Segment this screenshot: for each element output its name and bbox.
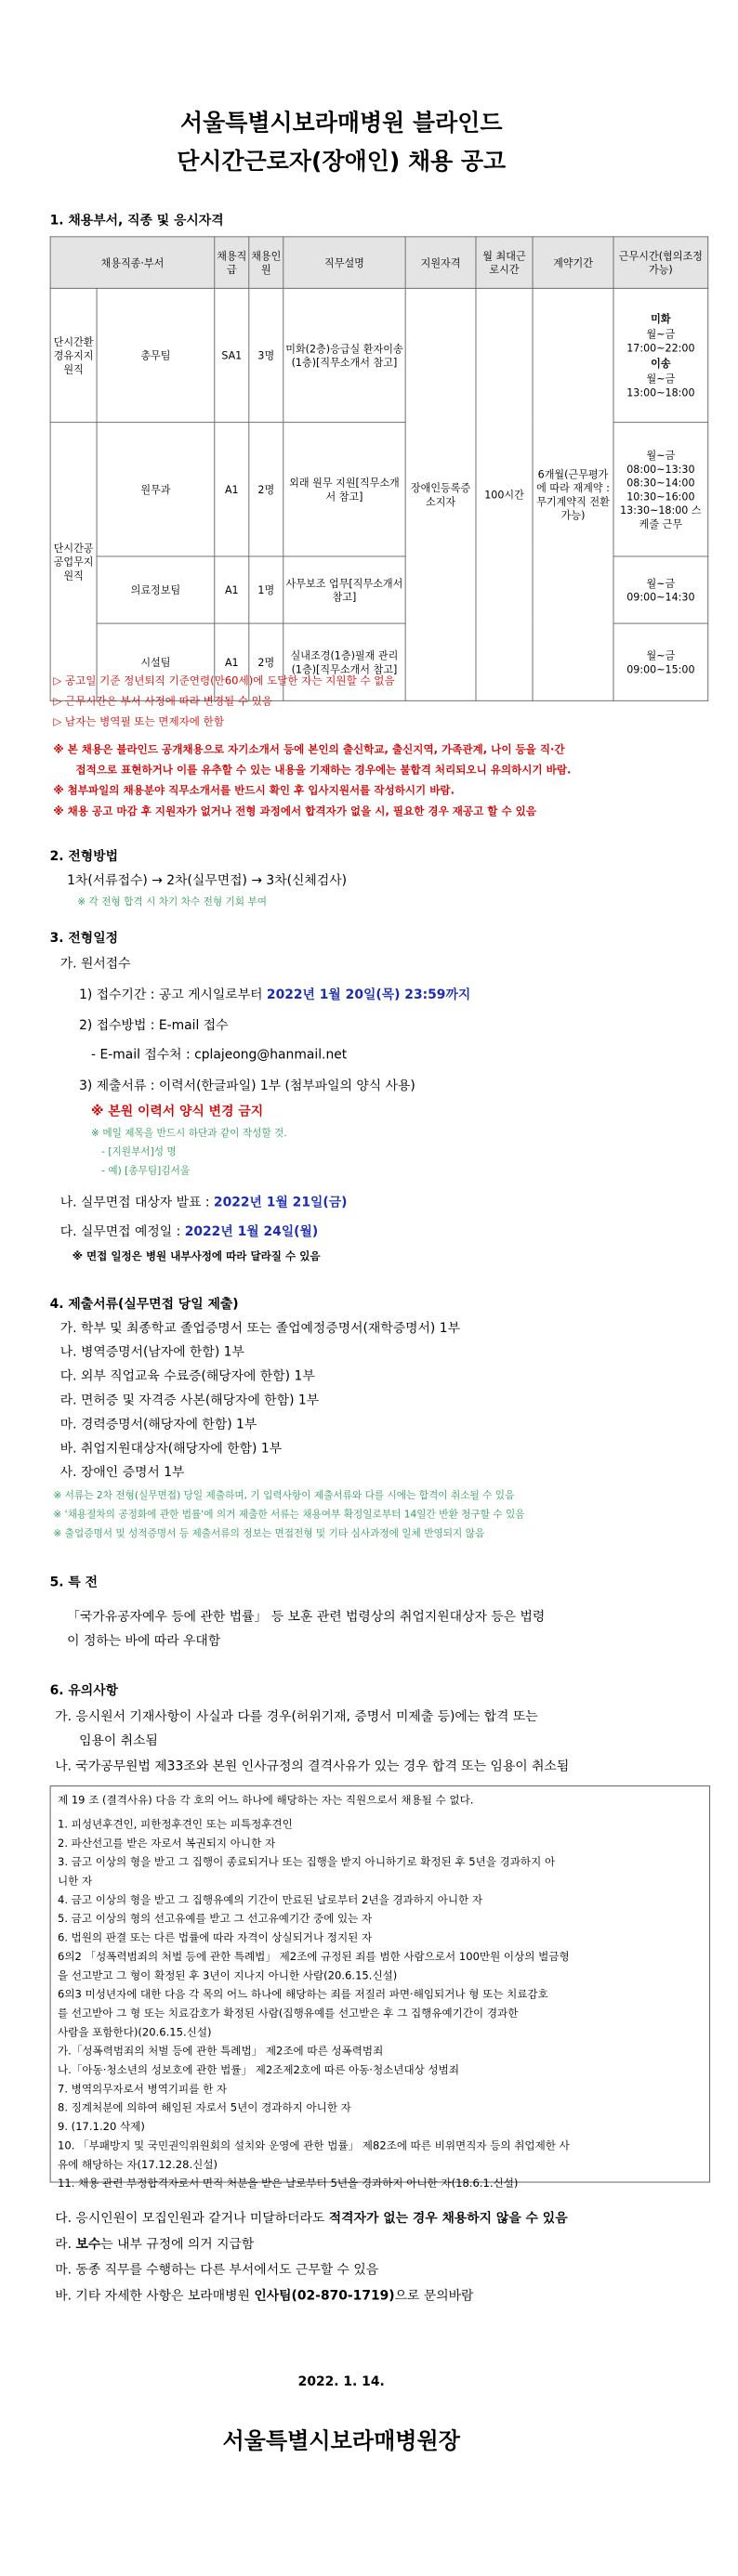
document-note: ※ 서류는 2차 전형(실무면접) 당일 제출하며, 기 입력사항이 제출서류와 다를 시에는 합격이 취소될 수 있음 [53, 1489, 515, 1501]
document-item: 마. 경력증명서(해당자에 한함) 1부 [59, 1416, 257, 1432]
caution-d-emphasis: 보수 [75, 2235, 101, 2252]
table-header: 월 최대근로시간 [476, 237, 533, 288]
law-item: 7. 병역의무자로서 병역기피를 한 자 [57, 2082, 228, 2096]
law-item: 6의3 미성년자에 대한 다음 각 목의 어느 하나에 해당하는 죄를 저질러 파면·해임되거나 형 또는 치료감호 [57, 1987, 548, 2001]
interview-date [60, 1222, 319, 1239]
interview-date-value: 2022년 1월 24일(월) [184, 1223, 319, 1239]
caution-c-text: 다. 응시인원이 모집인원과 같거나 미달하더라도 [55, 2210, 325, 2226]
grade-cell: A1 [215, 623, 249, 700]
document-item: 라. 면허증 및 자격증 사본(해당자에 한함) 1부 [59, 1392, 320, 1408]
grade-cell: SA1 [215, 288, 249, 422]
title-line-1: 서울특별시보라매병원 블라인드 [179, 110, 503, 137]
law-item: 나.「아동·청소년의 성보호에 관한 법률」 제2조제2호에 따른 아동·청소년대상 성범죄 [57, 2062, 459, 2076]
table-row [50, 288, 708, 422]
caution-c-emphasis: 적격자가 없는 경우 채용하지 않을 수 있음 [328, 2210, 568, 2226]
hours-cell [613, 288, 708, 422]
interview-date-label: 다. 실무면접 예정일 : [59, 1223, 181, 1239]
caution-e: 마. 동종 직무를 수행하는 다른 부서에서도 근무할 수 있음 [55, 2261, 379, 2278]
table-header: 직무설명 [283, 237, 405, 288]
mail-subject-format: - [지원부서]성 명 [101, 1145, 177, 1157]
hours-value: 월~금 17:00~22:00 [626, 327, 695, 354]
document-item: 사. 장애인 증명서 1부 [59, 1464, 185, 1480]
caution-f-text: 바. 기타 자세한 사항은 보라매병원 [55, 2287, 250, 2303]
contract-cell: 6개월(근무평가에 따라 재계약 : 무기계약직 전환 가능) [533, 288, 613, 700]
law-item: 10. 「부패방지 및 국민권익위원회의 설치와 운영에 관한 법률」 제82조에 따른 비위면직자 등의 취업제한 사 [57, 2138, 570, 2152]
duty-cell: 사무보조 업무[직무소개서 참고] [283, 556, 405, 623]
application-email[interactable]: - E-mail 접수처 : cplajeong@hanmail.net [91, 1046, 348, 1063]
law-item: 3. 금고 이상의 형을 받고 그 집행이 종료되거나 또는 집행을 받지 아니하기로 확정된 후 5년을 경과하지 아 [57, 1855, 556, 1868]
disqualification-box [50, 1785, 710, 2190]
interview-note: ※ 면접 일정은 병원 내부사정에 따라 달라질 수 있음 [72, 1249, 321, 1262]
hours-cell: 월~금 08:00~13:30 08:30~14:00 10:30~16:00 13:30~18:00 스케줄 근무 [613, 423, 708, 556]
law-item: 가.「성폭력범죄의 처벌 등에 관한 특례법」 제2조에 따른 성폭력범죄 [57, 2044, 384, 2058]
application-method: 2) 접수방법 : E-mail 접수 [79, 1017, 229, 1033]
section-2-title: 2. 전형방법 [49, 847, 119, 864]
document-item: 다. 외부 직업교육 수료증(해당자에 한함) 1부 [59, 1367, 315, 1384]
count-cell: 1명 [249, 556, 283, 623]
hours-cell: 월~금 09:00~14:30 [613, 556, 708, 623]
caution-f-post: 으로 문의바람 [394, 2287, 474, 2303]
section-4-title: 4. 제출서류(실무면접 당일 제출) [49, 1295, 239, 1312]
contact-info: 인사팀(02-870-1719) [254, 2287, 395, 2303]
selection-note: ※ 각 전형 합격 시 차기 차수 전형 기회 부여 [77, 895, 268, 908]
law-item: 유에 해당하는 자(17.12.28.신설) [57, 2157, 218, 2171]
caution-d-text: 는 내부 규정에 의거 지급함 [100, 2235, 255, 2252]
preference-line: 「국가유공자예우 등에 관한 법률」 등 보훈 관련 법령상의 취업지원대상자 등은 법령 [67, 1608, 546, 1625]
job-group-label: 단시간공공업무지원직 [50, 423, 97, 701]
note-bold-red: ※ 본 채용은 블라인드 공개채용으로 자기소개서 등에 본인의 출신학교, 출신지역, 가족관계, 나이 등을 직·간 [53, 742, 565, 756]
preference-line: 이 정하는 바에 따라 우대함 [67, 1632, 221, 1649]
dept-cell: 시설팀 [97, 623, 215, 700]
law-item: 5. 금고 이상의 형의 선고유예를 받고 그 선고유예기간 중에 있는 자 [57, 1912, 373, 1925]
law-item: 8. 징계처분에 의하여 해임된 자로서 5년이 경과하지 아니한 자 [57, 2100, 351, 2114]
law-item: 을 선고받고 그 형이 확정된 후 3년이 지나지 아니한 사람(20.6.15.신설) [57, 1968, 398, 1982]
table-header: 채용직급 [215, 237, 249, 288]
interview-announcement-label: 나. 실무면접 대상자 발표 : [59, 1194, 210, 1210]
caution-a-cont: 임용이 취소됨 [79, 1732, 158, 1748]
max-hours-cell: 100시간 [476, 288, 533, 700]
dept-cell: 총무팀 [97, 288, 215, 422]
dept-cell: 원무과 [97, 423, 215, 556]
hours-label: 이송 [651, 357, 671, 370]
section-3-title: 3. 전형일정 [49, 929, 119, 946]
law-item: 6. 법원의 판결 또는 다른 법률에 따라 자격이 상실되거나 정지된 자 [57, 1930, 373, 1944]
count-cell: 3명 [249, 288, 283, 422]
qualification-cell: 장애인등록증 소지자 [405, 288, 476, 700]
table-header: 채용직종·부서 [50, 237, 215, 288]
application-period-label: 1) 접수기간 : 공고 게시일로부터 [79, 986, 263, 1002]
required-documents: 3) 제출서류 : 이력서(한글파일) 1부 (첨부파일의 양식 사용) [79, 1077, 415, 1093]
grade-cell: A1 [215, 556, 249, 623]
application-period [79, 985, 470, 1002]
issuer-signature: 서울특별시보라매병원장 [222, 2428, 461, 2454]
recruitment-table [50, 236, 709, 700]
title-line-2: 단시간근로자(장애인) 채용 공고 [177, 149, 507, 176]
job-group-label: 단시간환경유지지원직 [50, 288, 97, 422]
interview-announcement [60, 1193, 348, 1210]
note-red: ▷ 근무시간은 부서 사정에 따라 변경될 수 있음 [53, 694, 273, 708]
law-item: 4. 금고 이상의 형을 받고 그 집행유예의 기간이 만료된 날로부터 2년을 경과하지 아니한 자 [57, 1892, 483, 1906]
law-item: 니한 자 [57, 1874, 93, 1888]
hours-cell: 월~금 09:00~15:00 [613, 623, 708, 700]
document-item: 바. 취업지원대상자(해당자에 한함) 1부 [59, 1440, 283, 1456]
caution-d [55, 2234, 254, 2252]
notice-date: 2022. 1. 14. [297, 2373, 385, 2389]
law-heading: 제 19 조 (결격사유) 다음 각 호의 어느 하나에 해당하는 자는 직원으로서 채용될 수 없다. [57, 1793, 474, 1807]
resume-warning: ※ 본원 이력서 양식 변경 금지 [91, 1103, 264, 1119]
table-header: 지원자격 [405, 237, 476, 288]
document-note: ※ '채용절차의 공정화에 관한 법률'에 의거 제출한 서류는 채용여부 확정일로부터 14일간 반환 청구할 수 있음 [53, 1508, 525, 1521]
duty-cell: 미화(2층)응급실 환자이송(1층)[직무소개서 참고] [283, 288, 405, 422]
document-item: 가. 학부 및 최종학교 졸업증명서 또는 졸업예정증명서(재학증명서) 1부 [59, 1319, 460, 1336]
law-item: 9. (17.1.20 삭제) [57, 2119, 145, 2133]
selection-steps: 1차(서류접수) → 2차(실무면접) → 3차(신체검사) [67, 871, 348, 888]
application-deadline: 2022년 1월 20일(목) 23:59까지 [266, 986, 471, 1002]
dept-cell: 의료정보팀 [97, 556, 215, 623]
note-red: ▷ 남자는 병역필 또는 면제자에 한함 [53, 714, 224, 728]
document-item: 나. 병역증명서(남자에 한함) 1부 [59, 1343, 244, 1360]
interview-announcement-date: 2022년 1월 21일(금) [213, 1194, 348, 1210]
table-header: 근무시간(협의조정가능) [613, 237, 708, 288]
note-red: ▷ 공고일 기준 정년퇴직 기준연령(만60세)에 도달한 자는 지원할 수 없음 [53, 673, 395, 687]
note-bold-red: ※ 채용 공고 마감 후 지원자가 없거나 전형 과정에서 합격자가 없을 시, 필요한 경우 재공고 할 수 있음 [53, 804, 537, 817]
table-header: 채용인원 [249, 237, 283, 288]
mail-subject-example: - 예) [총무팀]김서울 [101, 1164, 191, 1177]
caution-d-prefix: 라. [55, 2235, 72, 2252]
table-header: 계약기간 [533, 237, 613, 288]
law-item: 2. 파산선고를 받은 자로서 복권되지 아니한 자 [57, 1836, 276, 1850]
law-item: 6의2 「성폭력범죄의 처벌 등에 관한 특례법」 제2조에 규정된 죄를 범한 사람으로서 100만원 이상의 벌금형 [57, 1949, 570, 1963]
section-1-title: 1. 채용부서, 직종 및 응시자격 [49, 212, 224, 229]
law-item: 11. 채용 관련 부정합격자로서 면직 처분을 받은 날로부터 5년을 경과하지 아니한 자(18.6.1.신설) [57, 2177, 519, 2190]
caution-c [55, 2208, 567, 2226]
document-note: ※ 출업증명서 및 성적증명서 등 제출서류의 정보는 면접전형 및 기타 심사과정에 일체 반영되지 않음 [53, 1526, 485, 1539]
duty-cell: 실내조경(1층)필재 관리(1층)[직무소개서 참고] [283, 623, 405, 700]
count-cell: 2명 [249, 623, 283, 700]
law-item: 를 선고받아 그 형 또는 치료감호가 확정된 사람(집행유예를 선고받은 후 그 집행유예기간이 경과한 [57, 2006, 519, 2020]
caution-a: 가. 응시원서 기재사항이 사실과 다를 경우(허위기재, 증명서 미제출 등)에는 합격 또는 [55, 1707, 538, 1724]
section-6-title: 6. 유의사항 [49, 1682, 119, 1698]
caution-b: 나. 국가공무원법 제33조와 본원 인사규정의 결격사유가 있는 경우 합격 또는 임용이 취소됨 [55, 1758, 570, 1774]
law-item: 1. 피성년후견인, 피한정후견인 또는 피특정후견인 [57, 1817, 293, 1831]
note-bold-red: 접적으로 표현하거나 이를 유추할 수 있는 내용을 기재하는 경우에는 불합격 처리되오니 유의하시기 바람. [75, 763, 572, 777]
table-header-row [50, 237, 708, 288]
hours-label: 미화 [651, 312, 671, 325]
hours-value: 월~금 13:00~18:00 [626, 372, 695, 399]
mail-subject-note: ※ 메일 제목을 반드시 하단과 같이 작성할 것. [91, 1126, 287, 1139]
duty-cell: 외래 원무 지원[직무소개서 참고] [283, 423, 405, 556]
count-cell: 2명 [249, 423, 283, 556]
note-bold-red: ※ 첨부파일의 채용분야 직무소개서를 반드시 확인 후 입사지원서를 작성하시기 바람. [53, 783, 455, 797]
caution-f [55, 2286, 473, 2304]
section-5-title: 5. 특 전 [49, 1574, 99, 1590]
application-heading: 가. 원서접수 [59, 955, 131, 972]
grade-cell: A1 [215, 423, 249, 556]
law-item: 사람을 포함한다)(20.6.15.신설) [57, 2025, 212, 2039]
